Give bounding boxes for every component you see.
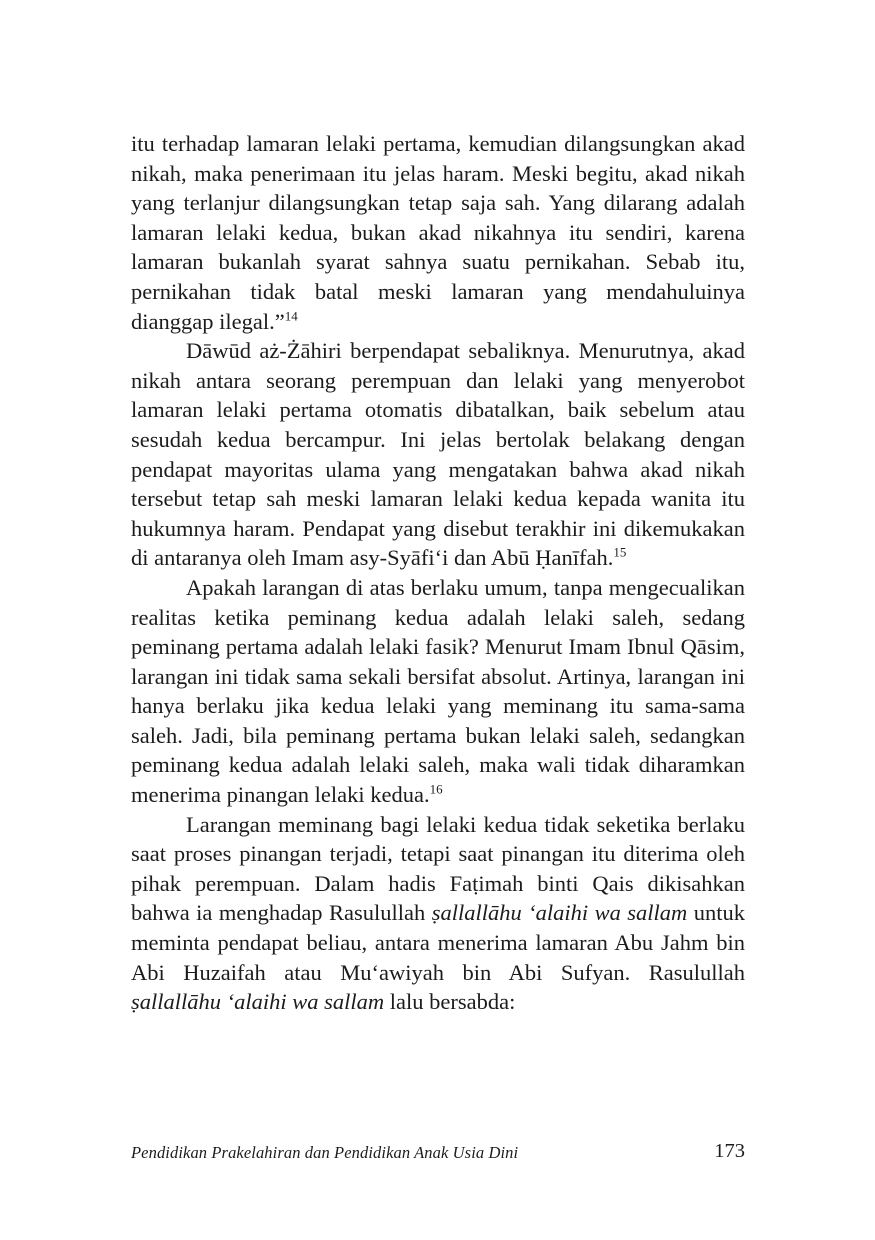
text-run: Apakah larangan di atas berlaku umum, tanpa mengecualikan realitas ketika peminang kedua adalah lelaki saleh, sedang peminang pertama adalah lelaki fasik? Menurut Imam Ibnul Qāsim, larangan ini tidak sama sekali bersifat absolut. Artinya, larangan ini hanya berlaku jika kedua lelaki yang meminang itu sama-sama saleh. Jadi, bila peminang pertama bukan lelaki saleh, sedangkan peminang kedua adalah lelaki saleh, maka wali tidak diharamkan menerima pinangan lelaki kedua. [131, 574, 745, 808]
body-text [131, 129, 745, 1017]
text-run: itu terhadap lamaran lelaki pertama, kemudian dilangsungkan akad nikah, maka penerimaan itu jelas haram. Meski begitu, akad nikah yang terlanjur dilangsungkan tetap saja sah. Yang dilarang adalah lamaran lelaki kedua, bukan akad nikahnya itu sendiri, karena lamaran bukanlah syarat sahnya suatu pernikahan. Sebab itu, pernikahan tidak batal meski lamaran yang mendahuluinya dianggap ilegal.” [131, 131, 745, 334]
paragraph [131, 810, 745, 1017]
text-run: lalu bersabda: [384, 989, 516, 1015]
paragraph [131, 129, 745, 336]
italic-phrase: ṣallallāhu ‘alaihi wa sallam [131, 989, 385, 1015]
footnote-marker: 16 [429, 781, 443, 797]
text-run: Dāwūd aż-Żāhiri berpendapat sebaliknya. Menurutnya, akad nikah antara seorang perempuan dan lelaki yang menyerobot lamaran lelaki pertama otomatis dibatalkan, baik sebelum atau sesudah kedua bercampur. Ini jelas bertolak belakang dengan pendapat mayoritas ulama yang mengatakan bahwa akad nikah tersebut tetap sah meski lamaran lelaki kedua kepada wanita itu hukumnya haram. Pendapat yang disebut terakhir ini dikemukakan di antaranya oleh Imam asy-Syāfi‘i dan Abū Ḥanīfah. [131, 338, 745, 571]
text-run: Larangan meminang bagi lelaki kedua tidak seketika berlaku saat proses pinangan terjadi, tetapi saat pinangan itu diterima oleh pihak perempuan. Dalam hadis Faṭimah binti Qais dikisahkan bahwa ia menghadap Rasulullah [131, 811, 745, 926]
running-title: Pendidikan Prakelahiran dan Pendidikan Anak Usia Dini [131, 1143, 519, 1162]
italic-phrase: ṣallallāhu ‘alaihi wa sallam [431, 900, 688, 926]
paragraph [131, 336, 745, 573]
footnote-marker: 15 [613, 544, 627, 560]
paragraph [131, 573, 745, 810]
footnote-marker: 14 [284, 308, 298, 324]
page-footer [131, 1140, 745, 1170]
page-number: 173 [714, 1140, 745, 1162]
text-run: untuk meminta pendapat beliau, antara menerima lamaran Abu Jahm bin Abi Huzaifah atau Mu‘awiyah bin Abi Sufyan. Rasulullah [131, 900, 745, 985]
